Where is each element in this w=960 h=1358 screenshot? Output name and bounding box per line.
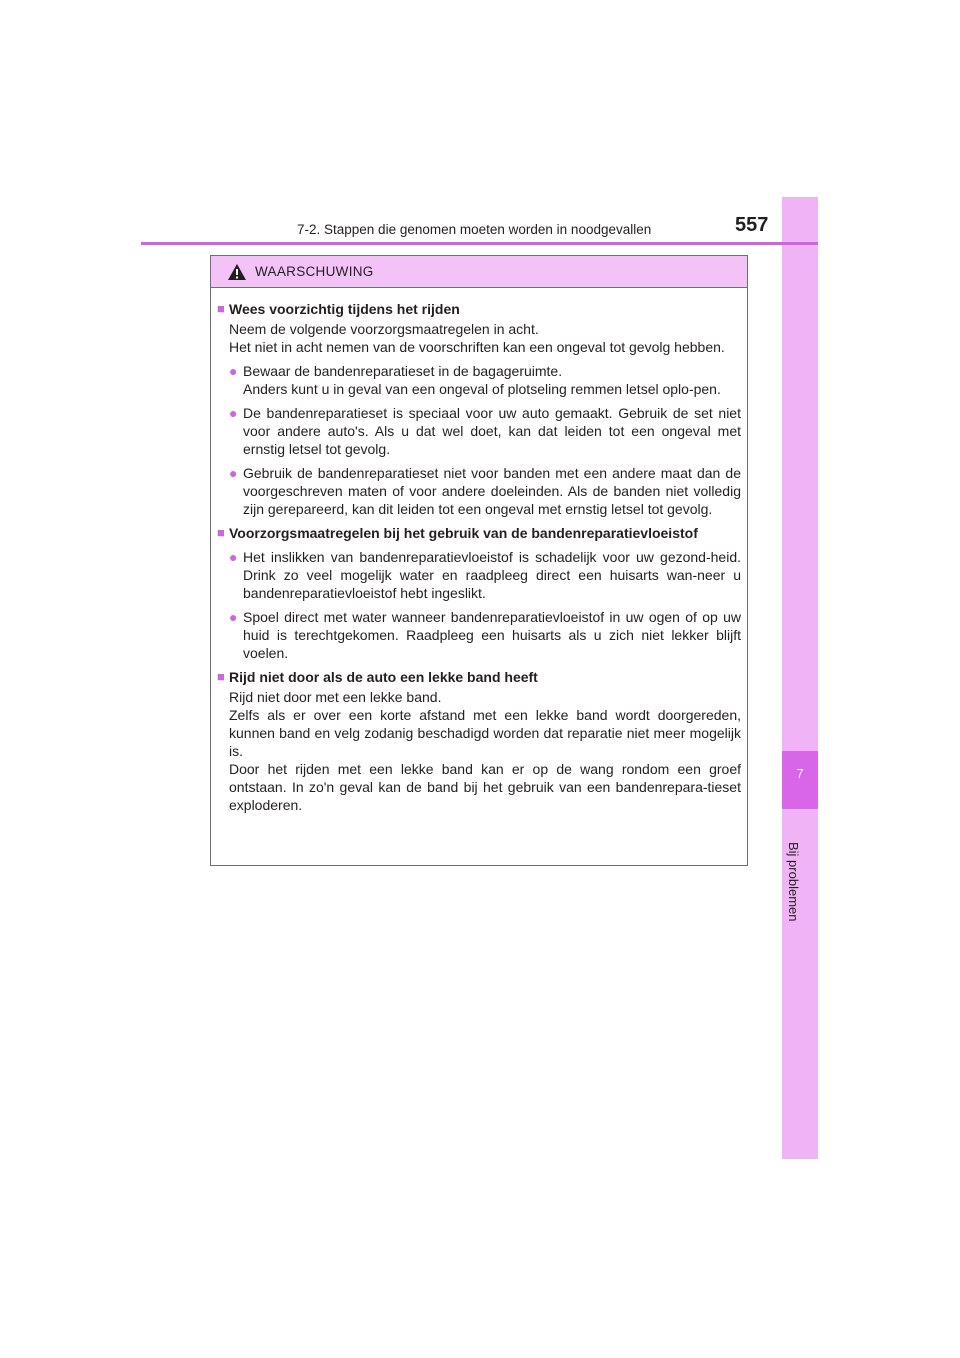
round-bullet-icon: ●: [229, 405, 238, 421]
bullet-item-text: Het inslikken van bandenreparatievloeistof is schadelijk voor uw gezond-heid. Drink zo veel mogelijk water en raadpleeg direct een huisarts wan-neer u bandenreparatievloeistof hebt ingeslikt.: [243, 549, 741, 601]
section-title: 7-2. Stappen die genomen moeten worden in noodgevallen: [297, 222, 652, 237]
section-heading-text: Voorzorgsmaatregelen bij het gebruik van de bandenreparatievloeistof: [229, 525, 698, 541]
bullet-item: [229, 608, 741, 662]
chapter-label: Bij problemen: [786, 842, 801, 922]
warning-triangle-icon: [227, 263, 247, 281]
round-bullet-icon: ●: [229, 549, 238, 565]
bullet-item: [229, 548, 741, 602]
page-number: 557: [735, 214, 769, 236]
square-bullet-icon: ■: [217, 525, 225, 540]
warning-section: [217, 300, 741, 518]
section-heading: [217, 668, 741, 686]
chapter-side-tab: [782, 197, 818, 1159]
square-bullet-icon: ■: [217, 669, 225, 684]
bullet-item-text: Spoel direct met water wanneer bandenreparatievloeistof in uw ogen of op uw huid is terechtgekomen. Raadpleeg een huisarts als u zich niet lekker blijft voelen.: [243, 609, 741, 661]
bullet-item-text: Bewaar de bandenreparatieset in de bagageruimte. Anders kunt u in geval van een ongeval of plotseling remmen letsel oplo-pen.: [243, 363, 721, 397]
warning-header: [211, 256, 747, 288]
bullet-item-text: Gebruik de bandenreparatieset niet voor banden met een andere maat dan de voorgeschreven maten of voor andere doeleinden. Als de banden niet volledig zijn gerepareerd, kan dit leiden tot een ongeval met ernstig letsel tot gevolg.: [243, 465, 741, 517]
warning-section: [217, 524, 741, 662]
bullet-item-text: De bandenreparatieset is speciaal voor uw auto gemaakt. Gebruik de set niet voor andere auto's. Als u dat wel doet, kan dat leiden tot een ongeval met ernstig letsel tot gevolg.: [243, 405, 741, 457]
round-bullet-icon: ●: [229, 609, 238, 625]
bullet-item: [229, 464, 741, 518]
warning-box: [210, 255, 748, 866]
section-heading: [217, 524, 741, 542]
round-bullet-icon: ●: [229, 363, 238, 379]
square-bullet-icon: ■: [217, 301, 225, 316]
section-intro: Rijd niet door met een lekke band. Zelfs als er over een korte afstand met een lekke band wordt doorgereden, kunnen band en velg zodanig beschadigd worden dat reparatie niet meer mogelijk is. Door het rijden met een lekke band kan er op de wang rondom een groef ontstaan. In zo'n geval kan de band bij het gebruik van een bandenrepara-tieset exploderen.: [229, 689, 741, 813]
section-heading: [217, 300, 741, 318]
chapter-number: 7: [796, 766, 804, 781]
warning-section: [217, 668, 741, 814]
header-rule: [141, 242, 818, 245]
section-heading-text: Rijd niet door als de auto een lekke band heeft: [229, 669, 538, 685]
warning-body: [211, 288, 747, 814]
warning-title: WAARSCHUWING: [255, 264, 374, 279]
bullet-item: [229, 404, 741, 458]
bullet-item: [229, 362, 741, 398]
section-heading-text: Wees voorzichtig tijdens het rijden: [229, 301, 460, 317]
section-intro: Neem de volgende voorzorgsmaatregelen in acht. Het niet in acht nemen van de voorschriften kan een ongeval tot gevolg hebben.: [229, 321, 725, 355]
round-bullet-icon: ●: [229, 465, 238, 481]
